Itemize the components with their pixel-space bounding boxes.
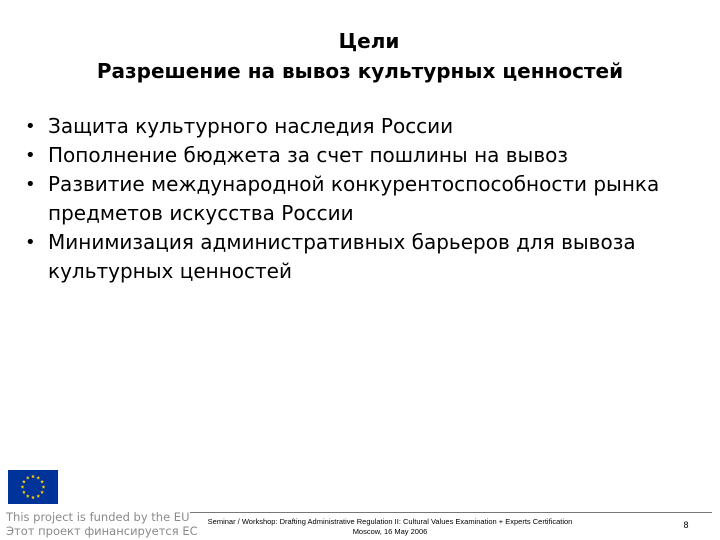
bullet-text: Пополнение бюджета за счет пошлины на вывоз [48, 143, 568, 167]
seminar-title: Seminar / Workshop: Drafting Administrative Regulation II: Cultural Values Examination + Experts Certification [207, 517, 573, 526]
bullet-dot: • [25, 174, 36, 195]
seminar-date: Moscow, 16 May 2006 [352, 527, 428, 536]
bullet-dot: • [25, 116, 36, 137]
title-line-subject: Разрешение на вывоз культурных ценностей [96, 59, 624, 83]
eu-flag-stars [8, 470, 58, 504]
bullet-list [22, 112, 702, 286]
bullet-text-continuation: культурных ценностей [48, 259, 292, 283]
eu-caption [6, 510, 198, 538]
title-line-goals: Цели [338, 29, 400, 53]
bullet-item [22, 170, 702, 228]
bullet-text: Минимизация административных барьеров для вывоза [48, 230, 636, 254]
eu-caption-russian: Этот проект финансируется ЕС [6, 524, 198, 538]
page-number: 8 [683, 520, 689, 530]
eu-flag-icon [8, 470, 58, 504]
seminar-info [190, 517, 590, 537]
bullet-item [22, 112, 702, 141]
eu-funding-notice [6, 470, 198, 540]
bullet-item [22, 228, 702, 286]
slide-title [0, 26, 720, 86]
footer-divider [190, 512, 712, 513]
bullet-text: Развитие международной конкурентоспособности рынка [48, 172, 660, 196]
bullet-dot: • [25, 145, 36, 166]
bullet-item [22, 141, 702, 170]
bullet-dot: • [25, 232, 36, 253]
bullet-text-continuation: предметов искусства России [48, 201, 354, 225]
bullet-text: Защита культурного наследия России [48, 114, 454, 138]
eu-caption-english: This project is funded by the EU [6, 510, 190, 524]
